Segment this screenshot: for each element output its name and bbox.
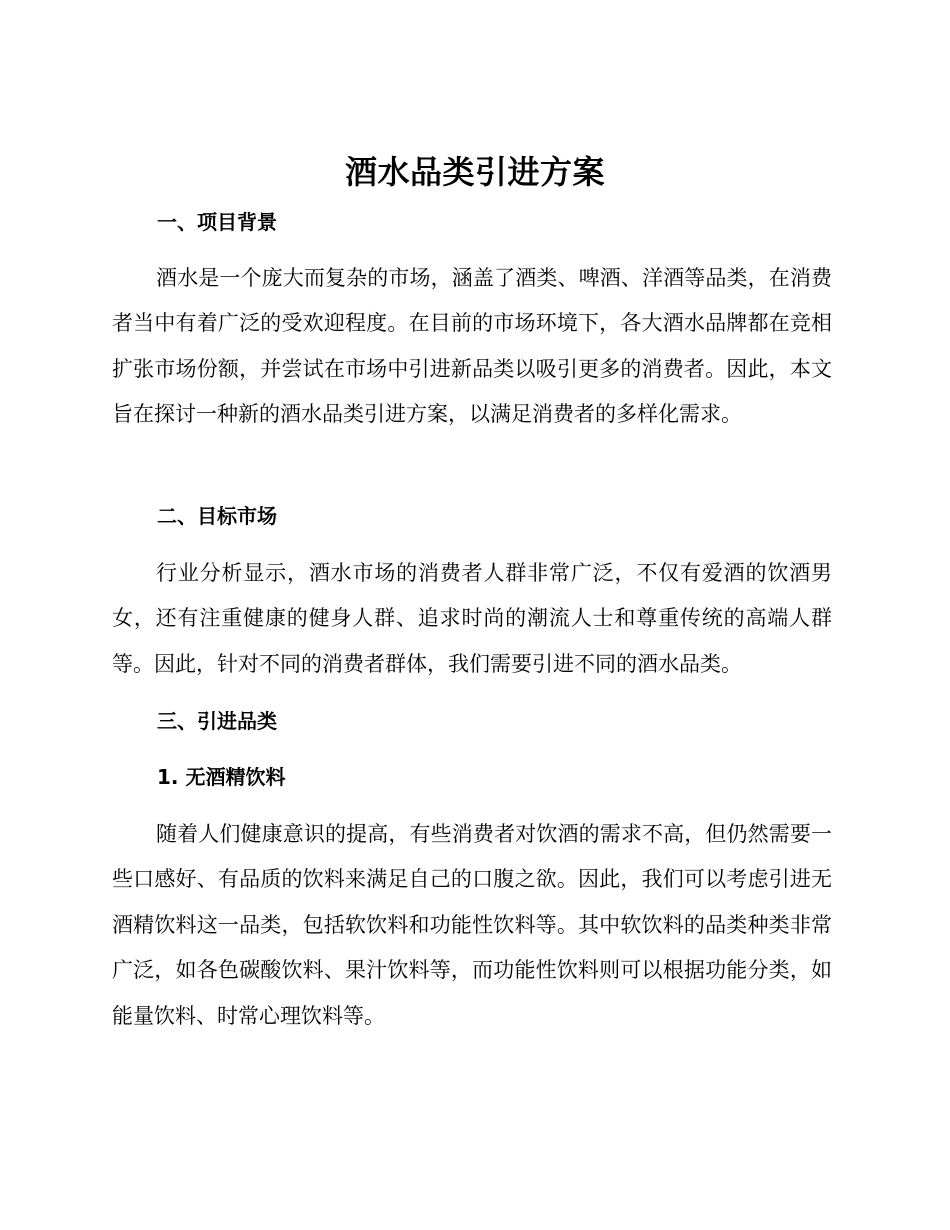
section-paragraph-target-market: 行业分析显示，酒水市场的消费者人群非常广泛，不仅有爱酒的饮酒男女，还有注重健康的健身人群、追求时尚的潮流人士和尊重传统的高端人群等。因此，针对不同的消费者群体，我们需要引进不同的酒水品类。 [112,561,832,676]
section-heading-target-market: 二、目标市场 [157,504,277,528]
section-paragraph-background: 酒水是一个庞大而复杂的市场，涵盖了酒类、啤酒、洋酒等品类，在消费者当中有着广泛的受欢迎程度。在目前的市场环境下，各大酒水品牌都在竞相扩张市场份额，并尝试在市场中引进新品类以吸引更多的消费者。因此，本文旨在探讨一种新的酒水品类引进方案，以满足消费者的多样化需求。 [112,266,832,427]
subsection-heading-non-alcoholic: 1. 无酒精饮料 [157,765,286,789]
section-heading-background: 一、项目背景 [157,210,277,234]
subsection-paragraph-non-alcoholic: 随着人们健康意识的提高，有些消费者对饮酒的需求不高，但仍然需要一些口感好、有品质的饮料来满足自己的口腹之欲。因此，我们可以考虑引进无酒精饮料这一品类，包括软饮料和功能性饮料等。其中软饮料的品类种类非常广泛，如各色碳酸饮料、果汁饮料等，而功能性饮料则可以根据功能分类，如能量饮料、时常心理饮料等。 [112,822,832,1028]
document-title: 酒水品类引进方案 [344,153,605,191]
section-heading-categories: 三、引进品类 [157,709,277,733]
